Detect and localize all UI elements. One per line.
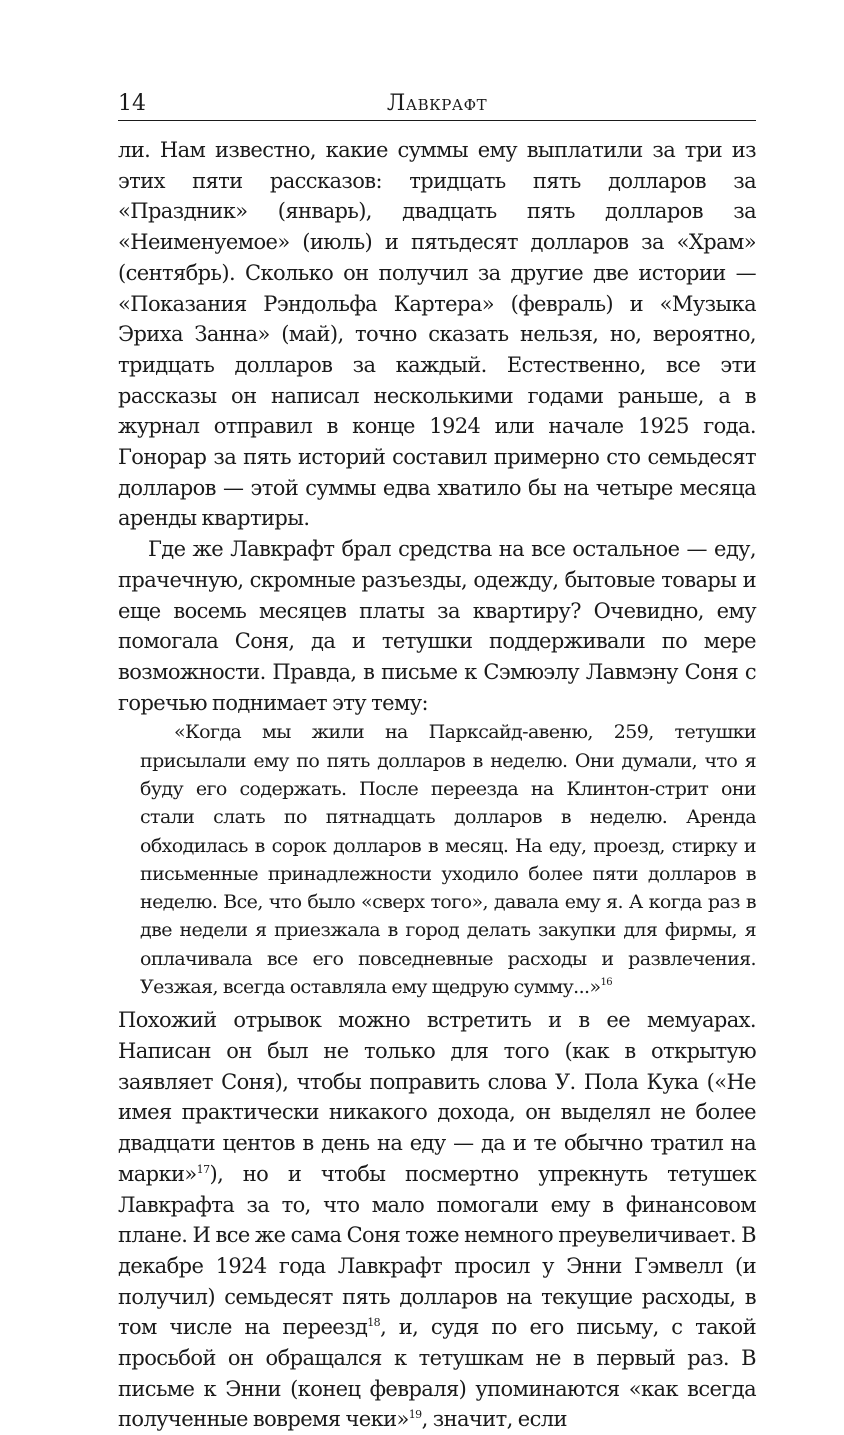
quote-text: «Когда мы жили на Парксайд-авеню, 259, тетушки присылали ему по пять долларов в неделю. Они думали, что я буду его содержать. После переезда на Клинтон-стрит они стали слать по пятнадцать долларов в неделю. Аренда обходилась в сорок долларов в месяц. На еду, проезд, стирку и письменные принадлежности уходило более пяти долларов в неделю. Все, что было «сверх того», давала ему я. А когда раз в две недели я приезжала в город делать закупки для фирмы, я оплачивала все его повседневные расходы и развлечения. Уезжая, всегда оставляла ему щедрую сумму...» — [140, 721, 756, 999]
body-text — [118, 135, 756, 1435]
footnote-ref-16: 16 — [600, 977, 613, 989]
paragraph-3-part-a: Похожий отрывок можно встретить и в ее мемуарах. Написан он был не только для того (как в открытую заявляет Соня), чтобы поправить слова У. Пола Кука («Не имея практически никакого дохода, он выделял не более двадцати центов в день на еду — да и те обычно тратил на марки» — [118, 1008, 756, 1186]
paragraph-3-part-c: , и, судя по его письму, с такой просьбой он обращался к тетушкам не в первый раз. В письме к Энни (конец февраля) упоминаются «как всегда полученные вовремя чеки» — [118, 1315, 756, 1432]
paragraph-3-part-b: ), но и чтобы посмертно упрекнуть тетушек Лавкрафта за то, что мало помогали ему в финансовом плане. И все же сама Соня тоже немного преувеличивает. В декабре 1924 года Лавкрафт просил у Энни Гэмвелл (и получил) семьдесят пять долларов на текущие расходы, в том числе на переезд — [118, 1161, 756, 1340]
footnote-ref-18: 18 — [367, 1316, 381, 1330]
running-head: Лавкрафт — [386, 91, 488, 116]
page-header — [118, 92, 756, 121]
paragraph-3 — [118, 1005, 756, 1435]
page-number: 14 — [118, 91, 146, 116]
footnote-ref-17: 17 — [196, 1162, 210, 1176]
paragraph-2: Где же Лавкрафт брал средства на все остальное — еду, прачечную, скромные разъезды, одежду, бытовые товары и еще восемь месяцев платы за квартиру? Очевидно, ему помогала Соня, да и тетушки поддерживали по мере возможности. Правда, в письме к Сэмюэлу Лавмэну Соня с горечью поднимает эту тему: — [118, 537, 756, 715]
block-quote — [118, 718, 756, 1005]
footnote-ref-19: 19 — [408, 1408, 422, 1422]
paragraph-3-part-d: , значит, если — [421, 1407, 567, 1432]
paragraph-1: ли. Нам известно, какие суммы ему выплатили за три из этих пяти рассказов: тридцать пять долларов за «Праздник» (январь), двадцать пять долларов за «Неименуемое» (июль) и пятьдесят долларов за «Храм» (сентябрь). Сколько он получил за другие две истории — «Показания Рэндольфа Картера» (февраль) и «Музыка Эриха Занна» (май), точно сказать нельзя, но, вероятно, тридцать долларов за каждый. Естественно, все эти рассказы он написал несколькими годами раньше, а в журнал отправил в конце 1924 или начале 1925 года. Гонорар за пять историй составил примерно сто семьдесят долларов — этой суммы едва хватило бы на четыре месяца аренды квартиры. — [118, 138, 756, 531]
